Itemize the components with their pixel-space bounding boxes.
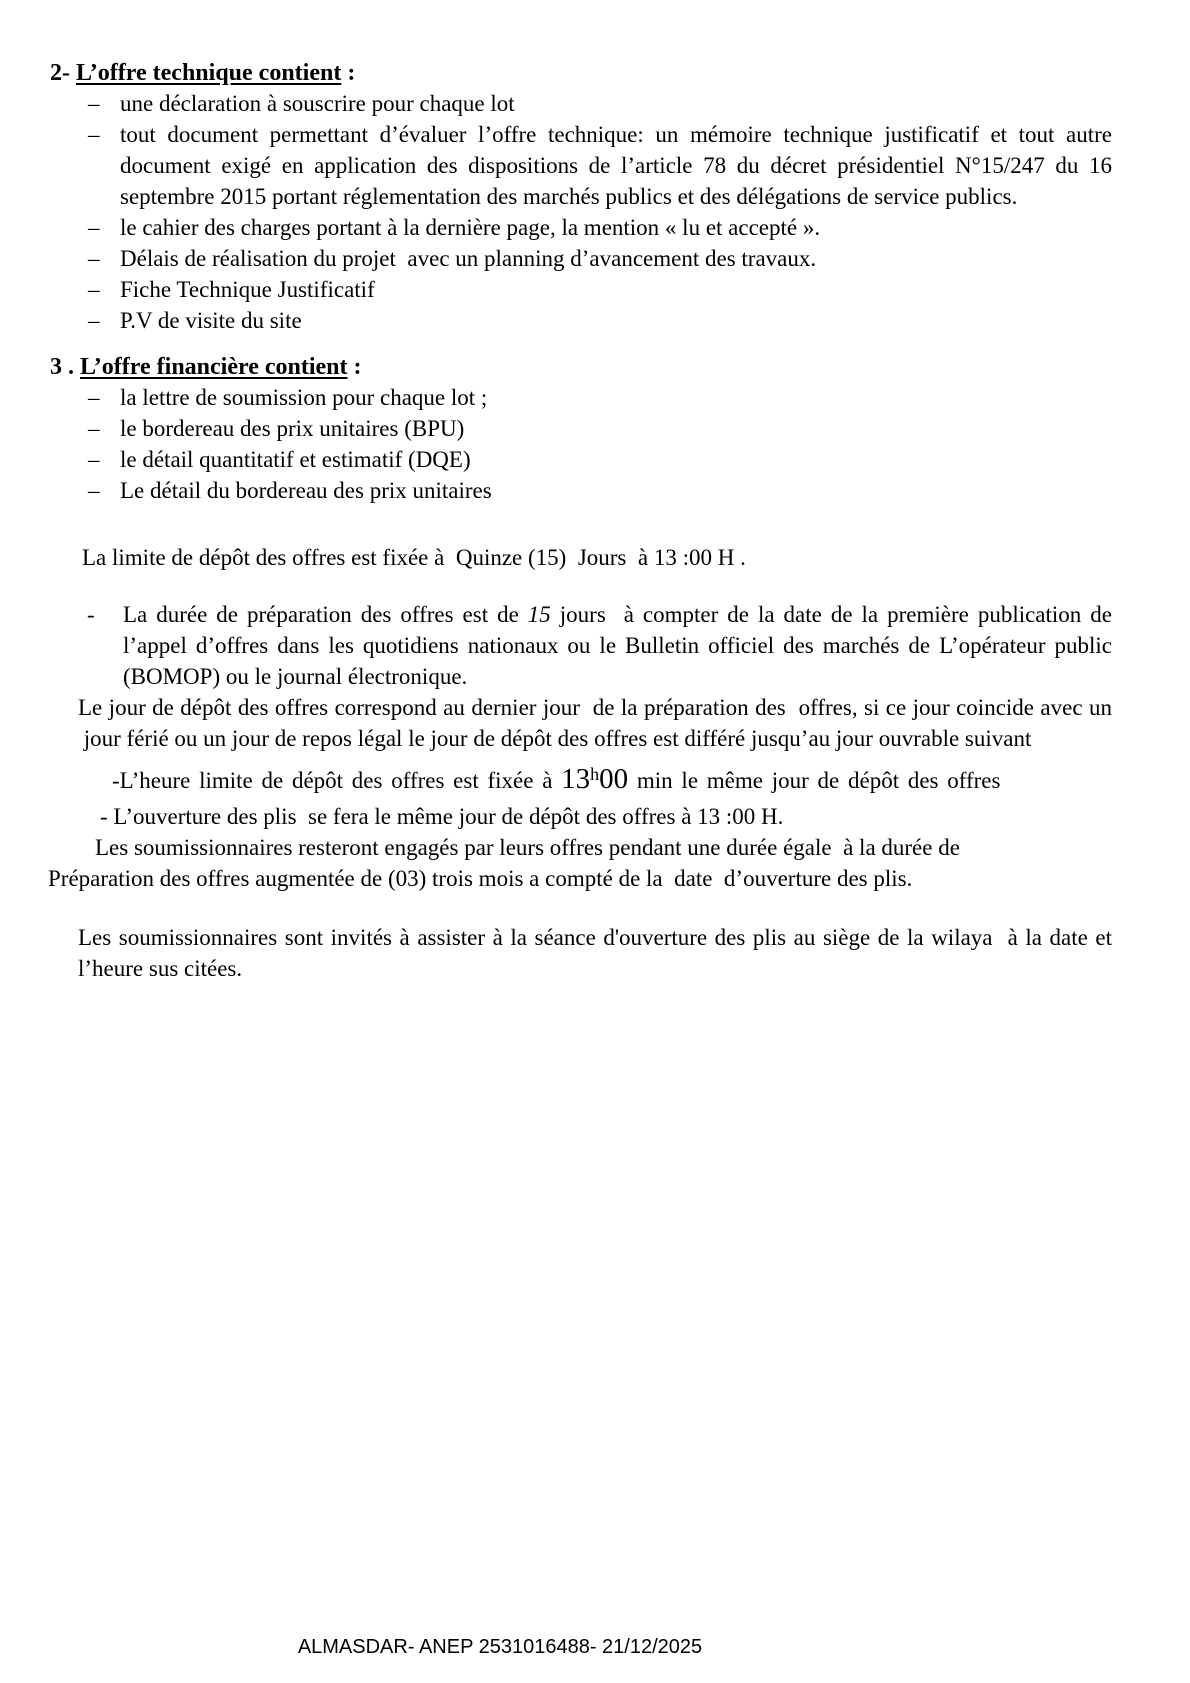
- dash-bullet: –: [88, 215, 100, 240]
- dash-bullet: –: [88, 478, 100, 503]
- section-technique-heading: [50, 58, 1112, 88]
- dash-bullet: –: [88, 447, 100, 472]
- dash-bullet: –: [88, 277, 100, 302]
- paragraph-jour-depot: Le jour de dépôt des offres correspond au dernier jour de la préparation des offres, si ce jour coincide avec un jour férié ou un jour de repos légal le jour de dépôt des offres est différé jusqu’au jour ouvrable suivant: [78, 695, 1112, 751]
- paragraph-limite-depot: La limite de dépôt des offres est fixée à Quinze (15) Jours à 13 :00 H .: [82, 545, 746, 570]
- list-item-text: Le détail du bordereau des prix unitaires: [120, 478, 492, 503]
- heure-prefix: -L’heure limite de dépôt des offres est fixée à: [112, 768, 562, 793]
- section-technique-number: 2-: [50, 60, 76, 86]
- heure-suffix: min le même jour de dépôt des offres: [628, 768, 1001, 793]
- list-item-text: P.V de visite du site: [120, 308, 302, 333]
- paragraph-duree-text: [123, 599, 1112, 692]
- section-technique-title: L’offre technique contient: [76, 60, 342, 86]
- duree-days-italic: 15: [527, 602, 551, 627]
- list-item: [88, 382, 1112, 413]
- footer-anep-reference: ALMASDAR- ANEP 2531016488- 21/12/2025: [297, 1636, 703, 1658]
- list-item: [88, 243, 1112, 274]
- paragraph-duree-preparation: [87, 599, 1112, 692]
- paragraph-ouverture-plis: - L’ouverture des plis se fera le même jour de dépôt des offres à 13 :00 H.: [100, 804, 784, 829]
- heure-hour: 13: [561, 763, 591, 795]
- list-item: [88, 413, 1112, 444]
- list-item-text: la lettre de soumission pour chaque lot ;: [120, 385, 488, 410]
- duree-before: La durée de préparation des offres est de: [123, 602, 528, 627]
- list-item-text: le détail quantitatif et estimatif (DQE): [120, 447, 471, 472]
- duree-after: jours à compter de la date de la première publication de l’appel d’offres dans les quotidiens nationaux ou le Bulletin officiel des marchés de L’opérateur public (BOMOP) ou le journal électronique.: [123, 602, 1112, 689]
- list-item: [88, 274, 1112, 305]
- list-item: [88, 212, 1112, 243]
- list-item: [88, 305, 1112, 336]
- section-technique-list: [50, 88, 1112, 336]
- section-financiere-title: L’offre financière contient: [80, 354, 348, 380]
- section-financiere-number: 3 .: [50, 354, 80, 380]
- list-item-text: tout document permettant d’évaluer l’offre technique: un mémoire technique justificatif et tout autre document exigé en application des dispositions de l’article 78 du décret présidentiel N°15/247 du 16 septembre 2015 portant réglementation des marchés publics et des délégations de service publics.: [120, 122, 1112, 209]
- list-item-text: le cahier des charges portant à la dernière page, la mention « lu et accepté ».: [120, 215, 821, 240]
- paragraph-engagement-line2: Préparation des offres augmentée de (03) trois mois a compté de la date d’ouverture des plis.: [48, 866, 913, 891]
- list-item: [88, 119, 1112, 212]
- list-item: [88, 88, 1112, 119]
- dash-bullet: –: [88, 308, 100, 333]
- section-financiere-heading: [50, 352, 1112, 382]
- paragraph-heure-limite: [112, 760, 1112, 801]
- dash-bullet: –: [88, 385, 100, 410]
- paragraph-invitation: Les soumissionnaires sont invités à assister à la séance d'ouverture des plis au siège de la wilaya à la date et l’heure sus citées.: [78, 925, 1112, 981]
- heure-minutes: 00: [599, 763, 629, 795]
- heure-superscript-h: h: [590, 763, 600, 784]
- list-item-text: Fiche Technique Justificatif: [120, 277, 375, 302]
- dash-bullet: –: [88, 246, 100, 271]
- dash-bullet: –: [88, 91, 100, 116]
- section-financiere-colon: :: [347, 354, 362, 380]
- section-technique-colon: :: [341, 60, 356, 86]
- dash-bullet: –: [88, 122, 100, 147]
- paragraph-engagement-line1: Les soumissionnaires resteront engagés par leurs offres pendant une durée égale à la durée de: [95, 835, 960, 860]
- list-item-text: une déclaration à souscrire pour chaque lot: [120, 91, 515, 116]
- list-item-text: Délais de réalisation du projet avec un planning d’avancement des travaux.: [120, 246, 817, 271]
- hyphen-bullet: -: [87, 602, 95, 627]
- dash-bullet: –: [88, 416, 100, 441]
- section-financiere-list: [50, 382, 1112, 506]
- list-item: [88, 444, 1112, 475]
- list-item-text: le bordereau des prix unitaires (BPU): [120, 416, 465, 441]
- list-item: [88, 475, 1112, 506]
